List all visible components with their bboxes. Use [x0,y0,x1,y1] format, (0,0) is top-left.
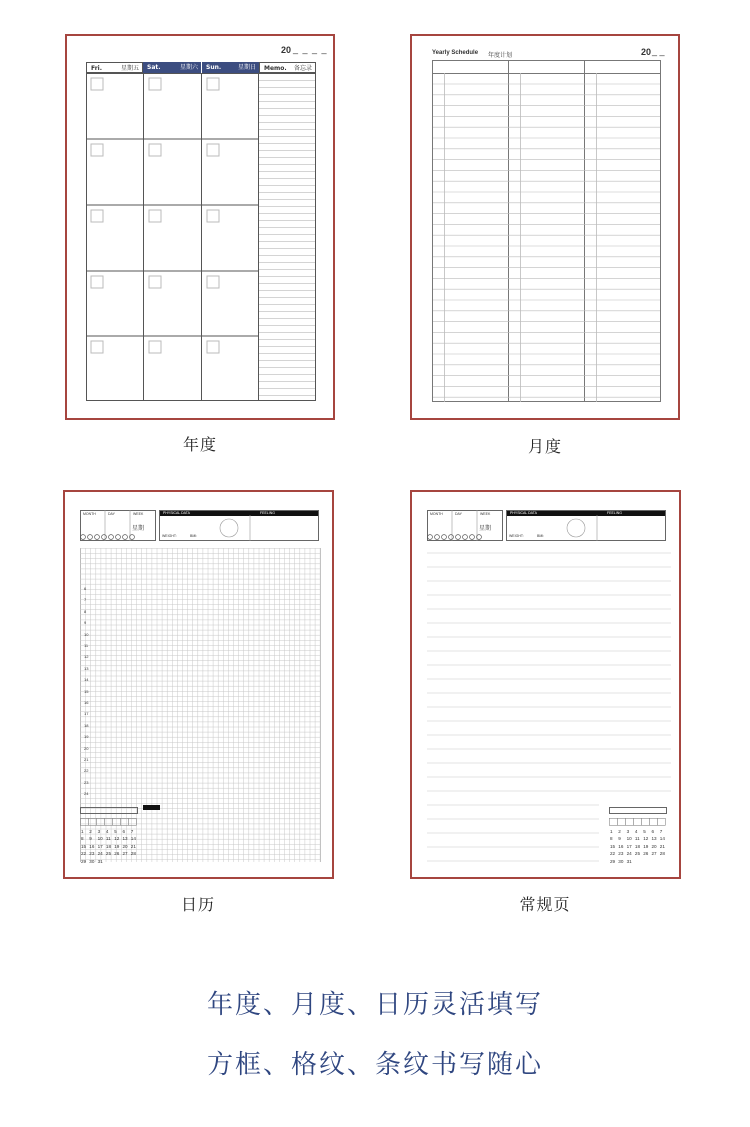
mini-calendar-date: 24 [97,851,103,857]
mini-calendar-date: 25 [105,851,112,857]
mini-calendar-date: 5 [114,829,117,834]
mini-calendar-date: 12 [114,836,120,842]
caption-calendar: 日历 [180,895,215,914]
year-blank: _ _ _ _ [293,44,328,54]
memo-lines [259,73,316,401]
weight-label: WEIGHT: [162,534,177,538]
mini-calendar-date: 7 [659,829,663,834]
physical-data-label: PHYSICAL DATA [510,511,537,515]
weekday-grid-lines [86,73,259,401]
hour-label: 10 [84,631,89,637]
mini-calendar-date: 23 [618,851,624,857]
mini-calendar-date: 6 [122,829,126,834]
hour-label: 6 [84,586,87,591]
mini-calendar-date: 7 [130,829,134,834]
calendar-page-preview [63,490,334,879]
mood-icons [427,533,517,541]
weekday-grid [86,73,259,401]
year-blank: _ _ [652,46,665,56]
mini-calendar-date: 8 [81,836,84,842]
mini-calendar-date: 9 [618,836,621,842]
mini-calendar-date: 15 [81,843,87,849]
mini-calendar-date: 27 [651,851,657,857]
mini-calendar-date: 30 [618,858,624,864]
hour-label: 15 [84,688,89,694]
mini-calendar-date: 13 [122,836,128,842]
hour-label: 22 [84,768,89,774]
mini-calendar-date: 3 [626,829,630,834]
hour-label: 13 [84,665,89,671]
mini-calendar-date: 17 [97,843,103,849]
weight-label: WEIGHT: [509,534,524,538]
weekday-cells [80,818,140,826]
mini-calendar-date: 15 [610,843,616,849]
mini-calendar-date: 5 [643,829,646,834]
hour-label: 23 [84,779,89,785]
mini-calendar-date: 28 [659,851,665,857]
mini-month-box [80,807,138,814]
mini-calendar-date: 26 [114,851,120,857]
mini-calendar-date: 24 [626,851,632,857]
physical-data-box [506,510,666,541]
month-label: MONTH [430,512,443,516]
mini-calendar-date: 1 [610,829,613,834]
mini-calendar-date: 10 [626,836,632,842]
feeling-label: FEELING [607,511,622,515]
mini-calendar-date: 26 [643,851,649,857]
year-label: 20 [641,47,652,57]
physical-data-label: PHYSICAL DATA [163,511,190,515]
mini-calendar-date: 19 [114,843,120,849]
mini-calendar-date: 16 [89,843,95,849]
mini-calendar-date: 18 [634,843,641,849]
mini-calendar-date: 17 [626,843,632,849]
tagline-line-1: 年度、月度、日历灵活填写 [206,990,543,1020]
mini-calendar-date: 14 [130,836,136,842]
mini-month-box [609,807,667,814]
hour-label: 12 [84,654,89,660]
hour-label: 18 [84,722,89,728]
week-cn-label: 星期 [479,526,492,532]
mini-calendar-date: 18 [105,843,112,849]
mini-calendar-date: 8 [610,836,613,842]
hour-label: 14 [84,677,89,683]
marker-bar [143,805,160,810]
hour-label: 8 [84,608,87,614]
column-header-sat: Sat. 星期六 [143,62,201,73]
day-label: DAY [455,512,462,516]
hour-label: 11 [84,643,89,648]
week-cn-label: 星期 [132,526,145,532]
hour-label: 20 [84,745,89,751]
mini-calendar-date: 14 [659,836,665,842]
mini-calendar-date: 28 [130,851,136,857]
weekday-cells [609,818,669,826]
mini-calendar-date: 6 [651,829,655,834]
mini-calendar-date: 12 [643,836,649,842]
hour-label: 9 [84,620,87,626]
mini-calendar-date: 22 [81,851,87,857]
mini-calendar-date: 19 [643,843,649,849]
schedule-title-en: Yearly Schedule [432,50,479,56]
mini-calendar-date: 30 [89,858,95,864]
hour-label: 16 [84,700,89,705]
caption-monthly: 月度 [527,437,562,456]
column-header-fri: Fri. 星期五 [86,62,143,73]
mini-calendar-date: 31 [97,858,103,864]
monthly-page-preview [410,34,680,420]
month-label: MONTH [83,512,96,516]
mini-calendar-date: 31 [626,858,632,864]
mood-icons [80,533,170,541]
mini-calendar-date: 3 [97,829,101,834]
week-label: WEEK [133,512,144,516]
mini-calendar-date: 11 [105,836,111,842]
tagline-line-2: 方框、格纹、条纹书写随心 [206,1050,543,1080]
mini-calendar-date: 16 [618,843,624,849]
mini-calendar-date: 21 [130,843,136,849]
mini-calendar-date: 1 [81,829,84,834]
mini-calendar-date: 20 [651,843,657,849]
year-label: 20 [281,45,292,55]
bmi-label: BMI: [537,534,545,538]
week-label: WEEK [480,512,491,516]
mini-calendar-date: 10 [97,836,103,842]
hour-label: 21 [84,757,89,762]
hour-grid [80,548,325,862]
mini-calendar-date: 2 [89,829,92,834]
mini-calendar-date: 13 [651,836,657,842]
mini-calendar-date: 23 [89,851,95,857]
mini-calendar-date: 9 [89,836,92,842]
regular-page-preview [410,490,681,879]
schedule-title-cn: 年度计划 [488,53,513,59]
mini-calendar-date: 29 [610,858,616,864]
yearly-page-preview [65,34,335,420]
hour-label: 7 [84,597,87,603]
day-label: DAY [108,512,115,516]
bmi-label: BMI: [190,534,198,538]
feeling-label: FEELING [260,511,275,515]
mini-calendar-date: 2 [618,829,621,834]
column-header-memo: Memo. 备忘录 [259,62,316,73]
column-header-sun: Sun. 星期日 [201,62,259,73]
mini-calendar-date: 22 [610,851,616,857]
mini-calendar-date: 11 [634,836,640,842]
mini-calendar-date: 20 [122,843,128,849]
mini-calendar-date: 27 [122,851,128,857]
mini-calendar-date: 29 [81,858,87,864]
hour-label: 19 [84,734,89,740]
caption-yearly: 年度 [182,435,217,454]
mini-calendar-date: 25 [634,851,641,857]
hour-label: 17 [84,711,89,717]
physical-data-box [159,510,319,541]
schedule-table [412,36,678,418]
caption-regular: 常规页 [519,895,571,914]
mini-calendar-date: 21 [659,843,665,849]
mini-calendar-date: 4 [634,829,638,834]
hour-label: 24 [84,791,89,797]
mini-calendar-date: 4 [105,829,109,834]
